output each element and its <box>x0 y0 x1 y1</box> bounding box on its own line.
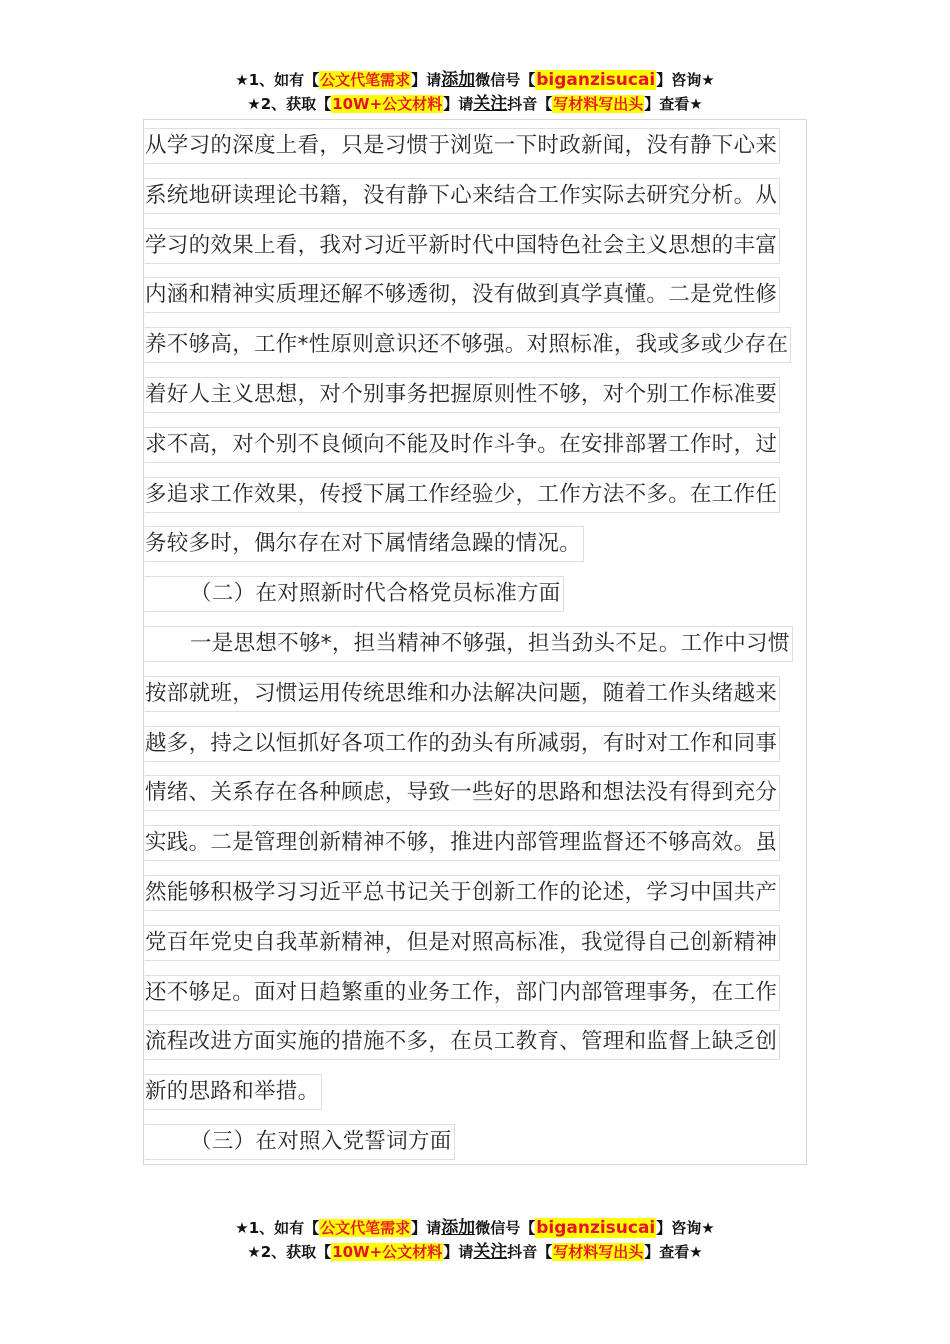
text-line: 然能够积极学习习近平总书记关于创新工作的论述，学习中国共产 <box>145 869 807 919</box>
banner-text: ★1、如有【 <box>235 1219 320 1237</box>
banner-text: ★1、如有【 <box>235 71 320 89</box>
banner-text: 】咨询★ <box>656 71 715 89</box>
text-line: 还不够足。面对日趋繁重的业务工作，部门内部管理事务，在工作 <box>145 969 807 1019</box>
banner-line-1 <box>0 68 950 92</box>
text-line: 从学习的深度上看，只是习惯于浏览一下时政新闻，没有静下心来 <box>145 122 807 172</box>
banner-highlight: 公文代笔需求 <box>320 1219 411 1237</box>
text-line: 内涵和精神实质理还解不够透彻，没有做到真学真懂。二是党性修 <box>145 271 807 321</box>
banner-text: 微信号【 <box>475 1219 536 1237</box>
banner-text: 抖音【 <box>507 95 553 113</box>
banner-text: 微信号【 <box>475 71 536 89</box>
douyin-account: 写材料写出头 <box>553 1243 644 1261</box>
banner-highlight: 公文代笔需求 <box>320 71 411 89</box>
text-line: 新的思路和举措。 <box>145 1068 807 1118</box>
section-heading: （三）在对照入党誓词方面 <box>145 1118 807 1168</box>
footer-banner <box>0 1216 950 1264</box>
text-line: 求不高，对个别不良倾向不能及时作斗争。在安排部署工作时，过 <box>145 421 807 471</box>
text-line: 越多，持之以恒抓好各项工作的劲头有所减弱，有时对工作和同事 <box>145 720 807 770</box>
section-heading: （二）在对照新时代合格党员标准方面 <box>145 570 807 620</box>
banner-text: 】查看★ <box>644 95 703 113</box>
douyin-account: 写材料写出头 <box>553 95 644 113</box>
banner-highlight: 10W+公文材料 <box>332 95 443 113</box>
text-line: 养不够高，工作*性原则意识还不够强。对照标准，我或多或少存在 <box>145 321 807 371</box>
banner-emphasis: 添加 <box>441 70 476 90</box>
banner-emphasis: 关注 <box>473 1242 508 1262</box>
wechat-id: biganzisucai <box>536 1218 656 1238</box>
header-banner <box>0 68 950 116</box>
text-line: 多追求工作效果，传授下属工作经验少，工作方法不多。在工作任 <box>145 471 807 521</box>
banner-text: 】咨询★ <box>656 1219 715 1237</box>
text-line: 实践。二是管理创新精神不够，推进内部管理监督还不够高效。虽 <box>145 819 807 869</box>
banner-emphasis: 关注 <box>473 94 508 114</box>
text-line: 党百年党史自我革新精神，但是对照高标准，我觉得自己创新精神 <box>145 919 807 969</box>
banner-highlight: 10W+公文材料 <box>332 1243 443 1261</box>
text-line: 务较多时，偶尔存在对下属情绪急躁的情况。 <box>145 520 807 570</box>
banner-text: 抖音【 <box>507 1243 553 1261</box>
text-line: 着好人主义思想，对个别事务把握原则性不够，对个别工作标准要 <box>145 371 807 421</box>
banner-emphasis: 添加 <box>441 1218 476 1238</box>
text-line: 一是思想不够*，担当精神不够强，担当劲头不足。工作中习惯 <box>145 620 807 670</box>
banner-line-1 <box>0 1216 950 1240</box>
banner-line-2 <box>0 1240 950 1264</box>
text-line: 按部就班，习惯运用传统思维和办法解决问题，随着工作头绪越来 <box>145 670 807 720</box>
text-line: 系统地研读理论书籍，没有静下心来结合工作实际去研究分析。从 <box>145 172 807 222</box>
document-body <box>145 122 807 1168</box>
banner-text: ★2、获取【 <box>247 1243 332 1261</box>
text-line: 学习的效果上看，我对习近平新时代中国特色社会主义思想的丰富 <box>145 222 807 272</box>
text-line: 情绪、关系存在各种顾虑，导致一些好的思路和想法没有得到充分 <box>145 769 807 819</box>
banner-text: 】请 <box>443 95 474 113</box>
banner-text: 】查看★ <box>644 1243 703 1261</box>
banner-text: ★2、获取【 <box>247 95 332 113</box>
banner-text: 】请 <box>411 1219 442 1237</box>
banner-text: 】请 <box>443 1243 474 1261</box>
text-line: 流程改进方面实施的措施不多，在员工教育、管理和监督上缺乏创 <box>145 1018 807 1068</box>
wechat-id: biganzisucai <box>536 70 656 90</box>
banner-text: 】请 <box>411 71 442 89</box>
banner-line-2 <box>0 92 950 116</box>
